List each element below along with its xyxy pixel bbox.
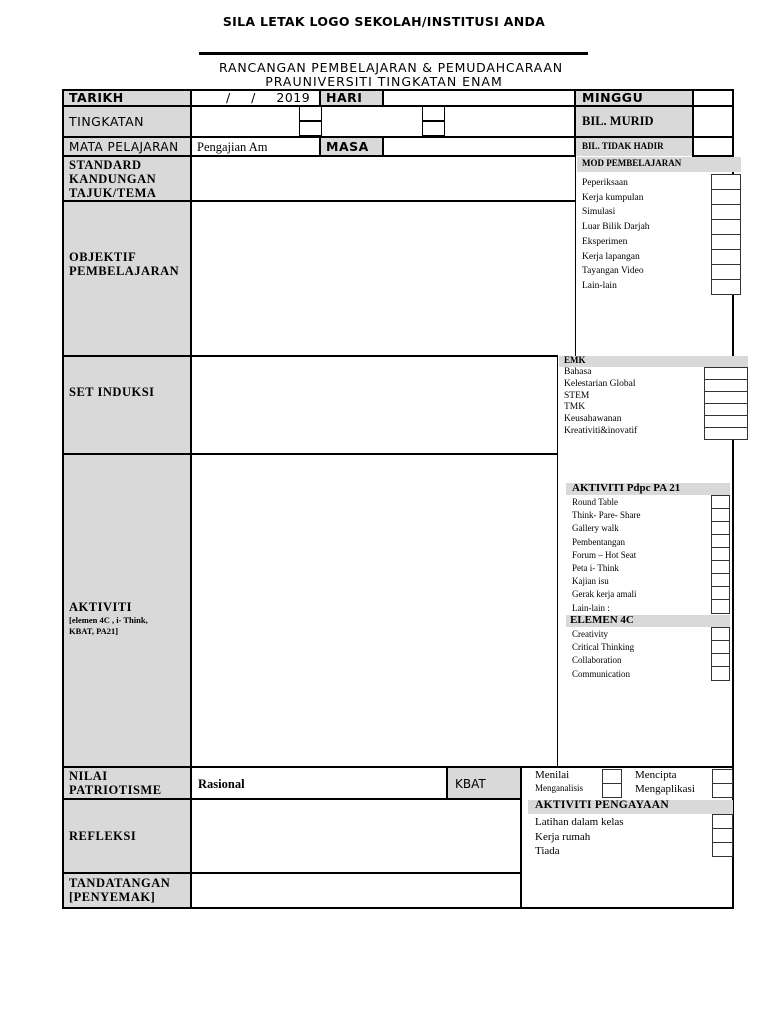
pdpc-checkbox-8[interactable] bbox=[711, 586, 730, 600]
pdpc-item: Peta i- Think bbox=[572, 563, 619, 574]
bil-murid-label: BIL. MURID bbox=[582, 114, 654, 128]
pdpc-list bbox=[572, 496, 640, 615]
grid-bottom bbox=[62, 907, 734, 909]
masa-label: MASA bbox=[326, 139, 369, 154]
emk-title: EMK bbox=[564, 355, 586, 365]
emk-header-bg bbox=[559, 356, 748, 367]
kbat-mengaplikasi: Mengaplikasi bbox=[635, 783, 695, 795]
pdpc-checkbox-5[interactable] bbox=[711, 547, 730, 561]
col-masa-right bbox=[382, 136, 384, 157]
pdpc-checkbox-3[interactable] bbox=[711, 521, 730, 535]
emk-list bbox=[564, 367, 637, 438]
elemen4c-item: Communication bbox=[572, 668, 630, 679]
bil-tidak-hadir-label: BIL. TIDAK HADIR bbox=[582, 141, 664, 151]
pdpc-checkbox-6[interactable] bbox=[711, 560, 730, 574]
emk-checkbox-6[interactable] bbox=[704, 427, 748, 440]
aktiviti-sub-2: KBAT, PA21] bbox=[69, 626, 119, 636]
mod-checkbox-8[interactable] bbox=[711, 279, 741, 295]
grid-left bbox=[62, 89, 64, 909]
tandatangan-line-1: TANDATANGAN bbox=[69, 876, 171, 890]
emk-item: Bahasa bbox=[564, 367, 592, 377]
mod-checkbox-1[interactable] bbox=[711, 174, 741, 190]
hari-label: HARI bbox=[326, 90, 363, 105]
emk-item: STEM bbox=[564, 390, 590, 401]
elemen4c-item: Collaboration bbox=[572, 655, 622, 666]
elemen4c-checkbox-2[interactable] bbox=[711, 640, 730, 654]
mod-item: Luar Bilik Darjah bbox=[582, 222, 650, 233]
pdpc-checkbox-7[interactable] bbox=[711, 573, 730, 587]
aktiviti-label bbox=[69, 600, 148, 637]
kbat-menganalisis: Menganalisis bbox=[535, 783, 583, 793]
pdpc-checkbox-1[interactable] bbox=[711, 495, 730, 509]
tingkatan-box-3[interactable] bbox=[422, 106, 445, 121]
pengayaan-item: Kerja rumah bbox=[535, 830, 591, 843]
mod-checkbox-6[interactable] bbox=[711, 249, 741, 265]
kbat-checkbox-menganalisis[interactable] bbox=[602, 783, 622, 798]
mod-checkbox-5[interactable] bbox=[711, 234, 741, 250]
nilai-line-1: NILAI bbox=[69, 769, 108, 783]
aktiviti-sub-1: [elemen 4C , i- Think, bbox=[69, 615, 148, 625]
form-title-line2: PRAUNIVERSITI TINGKATAN ENAM bbox=[265, 74, 503, 89]
pdpc-item: Round Table bbox=[572, 497, 618, 507]
emk-item: TMK bbox=[564, 402, 586, 413]
nilai-line-2: PATRIOTISME bbox=[69, 783, 162, 797]
pengayaan-checkbox-2[interactable] bbox=[712, 828, 733, 843]
pdpc-item: Kajian isu bbox=[572, 576, 609, 587]
nilai-label bbox=[69, 769, 162, 797]
nilai-value[interactable]: Rasional bbox=[198, 777, 245, 791]
objektif-line-1: OBJEKTIF bbox=[69, 250, 137, 264]
col-hari-right bbox=[382, 89, 384, 106]
mod-item: Kerja lapangan bbox=[582, 251, 640, 262]
tandatangan-label bbox=[69, 876, 170, 904]
elemen4c-item: Critical Thinking bbox=[572, 642, 635, 653]
row-line-6 bbox=[62, 453, 558, 455]
set-induksi-label: SET INDUKSI bbox=[69, 385, 155, 399]
aktiviti-title: AKTIVITI bbox=[69, 600, 133, 614]
col-kbat-right bbox=[520, 766, 522, 909]
mod-item: Eksperimen bbox=[582, 236, 628, 247]
kbat-checkbox-mencipta[interactable] bbox=[712, 769, 733, 784]
row-line-8 bbox=[62, 798, 522, 800]
label-bg-set-induksi bbox=[63, 356, 191, 454]
emk-item: Keusahawanan bbox=[564, 414, 622, 425]
pengayaan-checkbox-1[interactable] bbox=[712, 814, 733, 829]
col-minggu-right bbox=[692, 89, 694, 157]
emk-item: Kelestarian Global bbox=[564, 378, 636, 389]
mod-pembelajaran-list bbox=[582, 176, 650, 294]
elemen4c-title: ELEMEN 4C bbox=[570, 614, 634, 626]
tarikh-value[interactable]: / / 2019 bbox=[226, 90, 311, 105]
pdpc-item: Gallery walk bbox=[572, 523, 619, 534]
elemen4c-checkbox-3[interactable] bbox=[711, 653, 730, 667]
tarikh-label: TARIKH bbox=[69, 90, 124, 105]
row-line-5 bbox=[62, 355, 558, 357]
mod-item: Tayangan Video bbox=[582, 266, 644, 277]
row-line-2 bbox=[62, 136, 734, 138]
elemen4c-list bbox=[572, 628, 634, 681]
col-right-panel bbox=[575, 156, 576, 356]
tingkatan-box-1[interactable] bbox=[299, 106, 322, 121]
pdpc-checkbox-2[interactable] bbox=[711, 508, 730, 522]
tingkatan-box-2[interactable] bbox=[299, 121, 322, 136]
kbat-checkbox-mengaplikasi[interactable] bbox=[712, 783, 733, 798]
elemen4c-item: Creativity bbox=[572, 629, 608, 639]
row-line-9 bbox=[62, 872, 522, 874]
grid-label-col bbox=[190, 89, 192, 909]
emk-item: Kreativiti&inovatif bbox=[564, 425, 638, 436]
pengayaan-item: Tiada bbox=[535, 845, 560, 857]
pengayaan-checkbox-3[interactable] bbox=[712, 842, 733, 857]
title-rule bbox=[199, 52, 588, 55]
minggu-label: MINGGU bbox=[582, 90, 644, 105]
pdpc-item: Pembentangan bbox=[572, 536, 625, 547]
col-masa-left bbox=[319, 136, 321, 157]
mod-checkbox-4[interactable] bbox=[711, 219, 741, 235]
kbat-mencipta: Mencipta bbox=[635, 769, 677, 781]
pengayaan-item: Latihan dalam kelas bbox=[535, 816, 624, 828]
pdpc-title: AKTIVITI Pdpc PA 21 bbox=[572, 482, 681, 494]
row-line-1 bbox=[62, 105, 734, 107]
tingkatan-box-4[interactable] bbox=[422, 121, 445, 136]
elemen4c-checkbox-1[interactable] bbox=[711, 627, 730, 641]
col-hari-left bbox=[319, 89, 321, 106]
mata-pelajaran-label: MATA PELAJARAN bbox=[69, 140, 179, 154]
pengayaan-title: AKTIVITI PENGAYAAN bbox=[535, 799, 669, 811]
objektif-line-2: PEMBELAJARAN bbox=[69, 264, 180, 278]
standard-line-1: STANDARD bbox=[69, 158, 142, 172]
elemen4c-checkbox-4[interactable] bbox=[711, 666, 730, 681]
mod-checkbox-3[interactable] bbox=[711, 204, 741, 220]
kbat-menilai: Menilai bbox=[535, 769, 570, 781]
form-title-line1: RANCANGAN PEMBELAJARAN & PEMUDAHCARAAN bbox=[219, 60, 563, 75]
row-line-7 bbox=[62, 766, 734, 768]
pengayaan-list bbox=[535, 815, 624, 859]
logo-placeholder: SILA LETAK LOGO SEKOLAH/INSTITUSI ANDA bbox=[222, 14, 546, 29]
mod-checkbox-7[interactable] bbox=[711, 264, 741, 280]
pdpc-checkbox-4[interactable] bbox=[711, 534, 730, 548]
mod-checkbox-2[interactable] bbox=[711, 189, 741, 205]
mata-pelajaran-value[interactable]: Pengajian Am bbox=[197, 140, 268, 154]
label-bg-objektif bbox=[63, 201, 191, 356]
mod-item: Kerja kumpulan bbox=[582, 192, 644, 203]
kbat-checkbox-menilai[interactable] bbox=[602, 769, 622, 784]
mod-item: Simulasi bbox=[582, 207, 616, 218]
pdpc-item: Forum – Hot Seat bbox=[572, 549, 637, 560]
row-line-4 bbox=[62, 200, 576, 202]
pdpc-item: Think- Pare- Share bbox=[572, 510, 641, 521]
mod-item: Lain-lain bbox=[582, 280, 617, 291]
col-kbat-left bbox=[446, 766, 448, 799]
col-minggu-left bbox=[574, 89, 576, 157]
mod-pembelajaran-title: MOD PEMBELAJARAN bbox=[582, 158, 682, 168]
col-aktiviti-panel bbox=[557, 356, 558, 767]
pdpc-checkbox-9[interactable] bbox=[711, 599, 730, 614]
tandatangan-line-2: [PENYEMAK] bbox=[69, 890, 156, 904]
standard-line-2: KANDUNGAN bbox=[69, 172, 157, 186]
mod-item: Peperiksaan bbox=[582, 178, 628, 188]
standard-line-3: TAJUK/TEMA bbox=[69, 186, 157, 200]
kbat-label: KBAT bbox=[455, 777, 486, 791]
refleksi-label: REFLEKSI bbox=[69, 829, 137, 843]
pdpc-item: Gerak kerja amali bbox=[572, 589, 637, 600]
pdpc-item: Lain-lain : bbox=[572, 602, 610, 613]
objektif-label bbox=[69, 250, 179, 278]
tingkatan-label: TINGKATAN bbox=[69, 114, 144, 129]
standard-label bbox=[69, 158, 156, 200]
